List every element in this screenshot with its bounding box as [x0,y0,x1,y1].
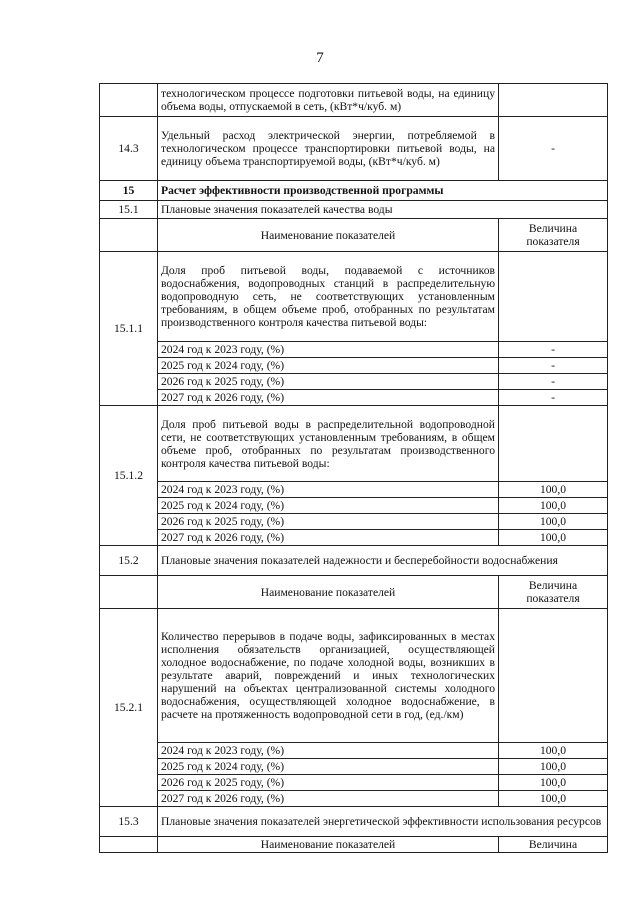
year-value: 100,0 [499,743,608,759]
empty-cell [100,576,158,609]
year-value: 100,0 [499,482,608,498]
year-label: 2025 год к 2024 году, (%) [158,358,499,374]
year-value: 100,0 [499,775,608,791]
year-label: 2025 год к 2024 году, (%) [158,498,499,514]
indicator-text: Доля проб питьевой воды, подаваемой с источников водоснабжения, водопроводных станций в распределительную водопроводную сеть, не соответствующих установленным требованиям, в общем объеме проб, отобранных по результатам производственного контроля качества питьевой воды: [158,252,499,342]
year-row [100,482,608,498]
empty-cell [499,609,608,743]
header-name: Наименование показателей [158,219,499,252]
row-number: 14.3 [100,117,158,181]
year-label: 2026 год к 2025 году, (%) [158,514,499,530]
indicator-value: - [499,117,608,181]
year-label: 2027 год к 2026 году, (%) [158,530,499,546]
header-row [100,576,608,609]
subsection-number: 15.2 [100,546,158,576]
year-row [100,759,608,775]
year-label: 2027 год к 2026 году, (%) [158,791,499,807]
table-row [100,406,608,482]
indicator-text: Количество перерывов в подаче воды, зафиксированных в местах исполнения обязательств организацией, осуществляющей холодное водоснабжение, по подаче холодной воды, возникших в результате аварий, повреждений и иных технологических нарушений на объектах централизованной системы холодного водоснабжения, осуществляющей холодное водоснабжение, в расчете на протяженность водопроводной сети в год, (ед./км) [158,609,499,743]
year-label: 2024 год к 2023 году, (%) [158,482,499,498]
empty-cell [499,252,608,342]
subsection-title: Плановые значения показателей качества воды [158,201,608,219]
year-label: 2027 год к 2026 году, (%) [158,390,499,406]
section-number: 15 [100,181,158,201]
year-value: 100,0 [499,498,608,514]
year-row [100,514,608,530]
year-label: 2024 год к 2023 году, (%) [158,743,499,759]
year-value: 100,0 [499,759,608,775]
table-row [100,117,608,181]
indicator-text: технологическом процессе подготовки питьевой воды, на единицу объема воды, отпускаемой в сеть, (кВт*ч/куб. м) [158,84,499,117]
year-row [100,390,608,406]
subsection-number: 15.1 [100,201,158,219]
year-label: 2026 год к 2025 году, (%) [158,775,499,791]
row-number: 15.1.2 [100,406,158,546]
year-row [100,530,608,546]
table-row [100,609,608,743]
indicator-value [499,84,608,117]
indicators-table [99,83,608,853]
year-row [100,498,608,514]
subsection-row [100,807,608,837]
section-row [100,181,608,201]
table-row [100,252,608,342]
empty-cell [499,406,608,482]
header-row [100,219,608,252]
subsection-row [100,546,608,576]
row-number: 15.2.1 [100,609,158,807]
subsection-number: 15.3 [100,807,158,837]
row-number-cell [100,84,158,117]
year-value: - [499,390,608,406]
year-value: - [499,374,608,390]
year-value: - [499,342,608,358]
header-value: Величина [499,837,608,853]
year-value: 100,0 [499,791,608,807]
year-row [100,775,608,791]
table-row [100,84,608,117]
indicator-text: Удельный расход электрической энергии, потребляемой в технологическом процессе транспортировки питьевой воды, на единицу объема транспортируемой воды, (кВт*ч/куб. м) [158,117,499,181]
header-name: Наименование показателей [158,576,499,609]
row-number: 15.1.1 [100,252,158,406]
subsection-row [100,201,608,219]
indicator-text: Доля проб питьевой воды в распределительной водопроводной сети, не соответствующих установленным требованиям, в общем объеме проб, отобранных по результатам производственного контроля качества питьевой воды: [158,406,499,482]
empty-cell [100,837,158,853]
year-row [100,358,608,374]
year-label: 2026 год к 2025 году, (%) [158,374,499,390]
subsection-title: Плановые значения показателей энергетической эффективности использования ресурсов [158,807,608,837]
year-row [100,342,608,358]
year-row [100,791,608,807]
header-row [100,837,608,853]
header-value: Величина показателя [499,576,608,609]
year-row [100,374,608,390]
year-value: 100,0 [499,530,608,546]
page-number: 7 [316,50,324,66]
year-label: 2025 год к 2024 году, (%) [158,759,499,775]
empty-cell [100,219,158,252]
year-row [100,743,608,759]
header-name: Наименование показателей [158,837,499,853]
year-value: - [499,358,608,374]
header-value: Величина показателя [499,219,608,252]
section-title: Расчет эффективности производственной программы [158,181,608,201]
year-value: 100,0 [499,514,608,530]
subsection-title: Плановые значения показателей надежности и бесперебойности водоснабжения [158,546,608,576]
year-label: 2024 год к 2023 году, (%) [158,342,499,358]
